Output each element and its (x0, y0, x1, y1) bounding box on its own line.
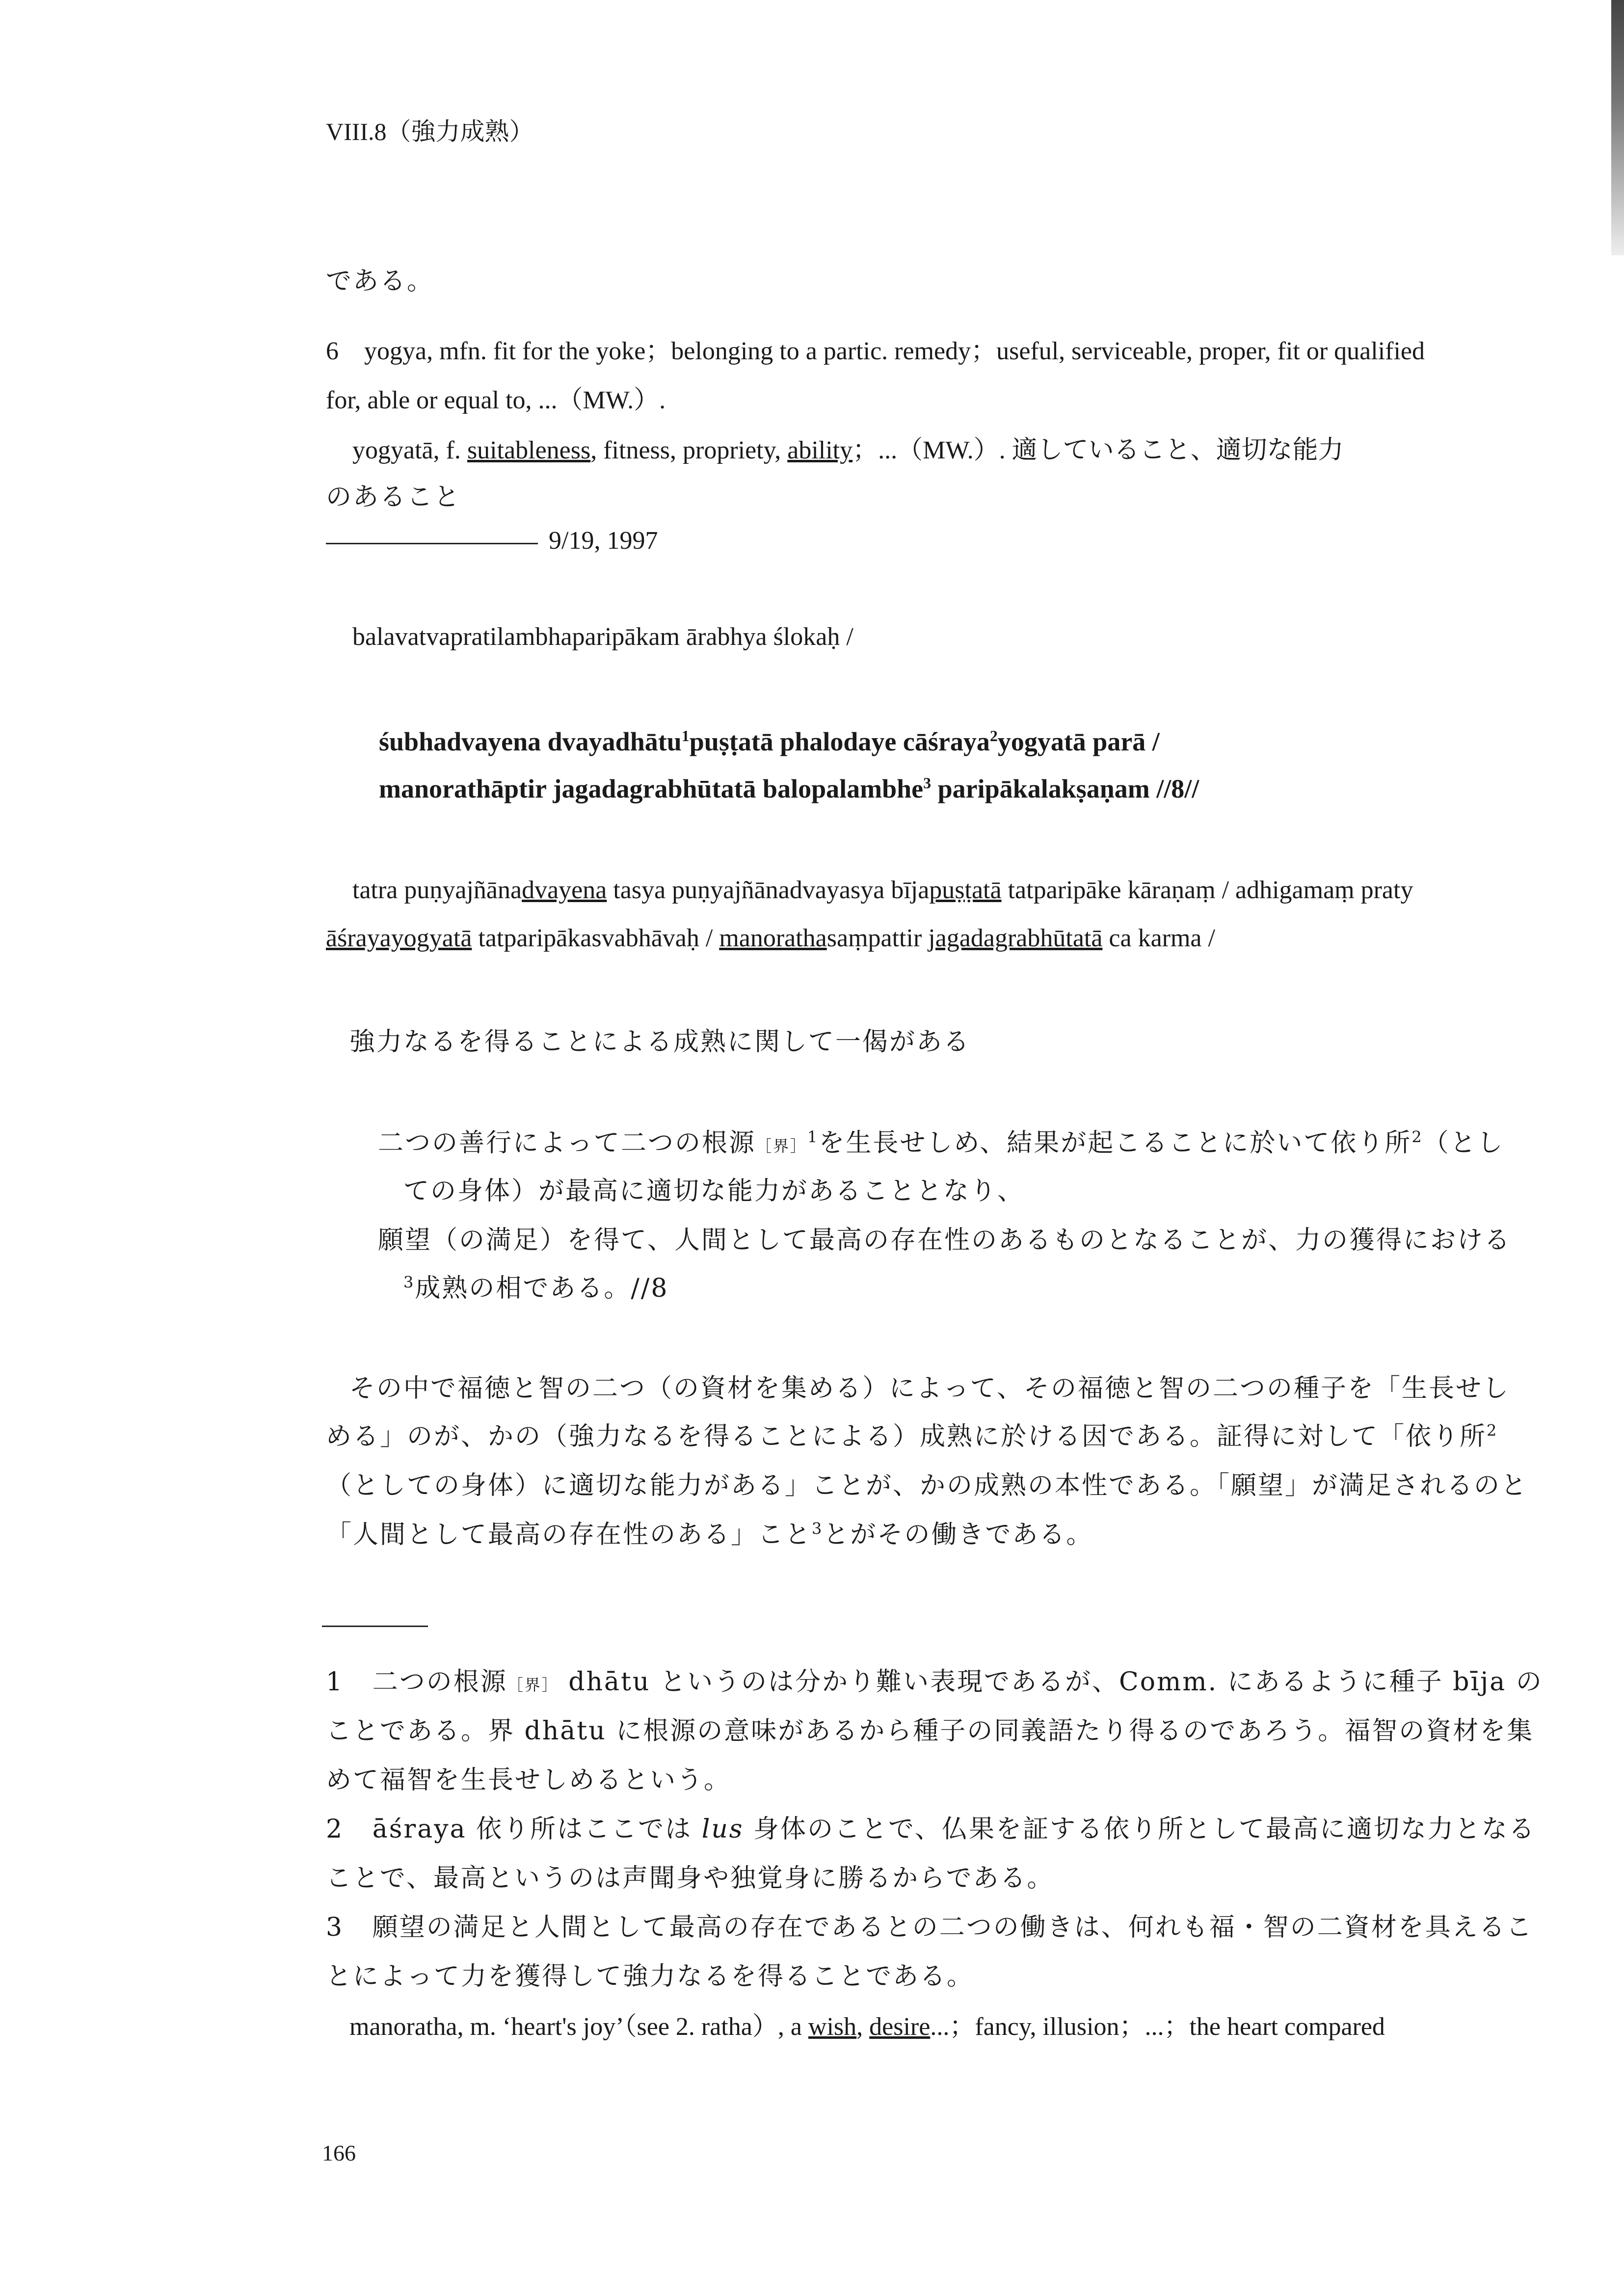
verse-footnote-ref-1: 1 (681, 727, 690, 745)
comm-2-u1: āśrayayogyatā (326, 924, 472, 952)
japanese-verse-line-2: ての身体）が最高に適切な能力があることとなり、 (403, 1176, 1025, 1206)
japanese-commentary-line-1: その中で福徳と智の二つ（の資材を集める）によって、その福徳と智の二つの種子を「生長せし (349, 1374, 1510, 1403)
footnote-3-number: 3 (326, 1913, 344, 1942)
japanese-intro: 強力なるを得ることによる成熟に関して一偈がある (349, 1027, 971, 1057)
scan-edge-shadow (1611, 0, 1624, 255)
yogyata-tail: ；...（MW.）. 適していること、適切な能力 (852, 436, 1344, 464)
jp-comm-2: める」のが、かの（強力なるを得ることによる）成熟に於ける因である。証得に対して「依り所 (326, 1422, 1487, 1451)
date-rule (326, 543, 538, 544)
jp-verse-1-small: ［界］ (756, 1137, 808, 1155)
japanese-commentary-line-4 (326, 1514, 1093, 1550)
comm-1-a: tatra puṇyajñāna (352, 876, 522, 904)
comm-2-c: ca karma / (1102, 924, 1215, 952)
yogyata-line-2: のあること (326, 482, 461, 512)
footnote-2-number: 2 (326, 1815, 344, 1844)
yogyata-suitableness: suitableness (467, 436, 591, 464)
verse-2-b: paripākalakṣaṇam //8// (931, 774, 1199, 803)
jp-verse-ref-2: 2 (1411, 1127, 1423, 1147)
jp-verse-ref-1: 1 (807, 1127, 819, 1147)
japanese-verse-line-3: 願望（の満足）を得て、人間として最高の存在性のあるものとなることが、力の獲得における (378, 1226, 1511, 1255)
mano-c: ...；fancy, illusion；...；the heart compared (930, 2013, 1385, 2041)
footnote-2-line-2: ことで、最高というのは声聞身や独覚身に勝るからである。 (326, 1864, 1054, 1893)
comm-1-b: tasya puṇyajñānadvayasya bīja (607, 876, 930, 904)
jp-verse-ref-3: 3 (403, 1273, 415, 1292)
yogyata-mid: , fitness, propriety, (590, 436, 788, 464)
note-6-label: 6 (326, 337, 339, 365)
fn3-l1: 願望の満足と人間として最高の存在であるとの二つの働きは、何れも福・智の二資材を具えるこ (372, 1913, 1533, 1942)
page-number: 166 (322, 2140, 356, 2165)
comm-2-a: tatparipākasvabhāvaḥ / (472, 924, 719, 952)
japanese-verse-line-4 (403, 1267, 668, 1304)
mano-desire: desire (869, 2013, 931, 2041)
comm-2-u2: manoratha (719, 924, 827, 952)
comm-2-b: saṃpattir (826, 924, 929, 952)
date-stamp: 9/19, 1997 (549, 527, 658, 555)
fn2-b: 身体のことで、仏果を証する依り所として最高に適切な力となる (744, 1815, 1536, 1844)
jp-verse-1-a: 二つの善行によって二つの根源 (378, 1128, 756, 1158)
sanskrit-intro: balavatvapratilambhaparipākam ārabhya ślokaḥ / (352, 623, 853, 651)
yogyata-line-1 (352, 429, 1344, 466)
jp-comm-4-a: 「人間として最高の存在性のある」こと (326, 1520, 812, 1549)
footnote-3-line-1 (326, 1906, 1533, 1943)
verse-footnote-ref-3: 3 (923, 774, 932, 792)
fn2-tibetan: lus (701, 1815, 744, 1844)
jp-comm-ref-3: 3 (812, 1519, 824, 1538)
sanskrit-commentary-line-1 (352, 876, 1413, 905)
note-6-line-2: for, able or equal to, ...（MW.）. (326, 386, 666, 414)
note-continuation: である。 (326, 267, 434, 296)
japanese-verse-line-1 (378, 1122, 1504, 1159)
japanese-commentary-line-2 (326, 1415, 1498, 1452)
comm-2-u3: jagadagrabhūtatā (928, 924, 1103, 952)
manoratha-line (349, 2005, 1385, 2042)
japanese-commentary-line-3: （としての身体）に適切な能力がある」ことが、かの成熟の本性である。「願望」が満足されるのと (326, 1471, 1528, 1500)
jp-comm-4-b: とがその働きである。 (823, 1520, 1093, 1549)
yogyata-lead: yogyatā, f. (352, 436, 467, 464)
footnote-2-line-1 (326, 1808, 1536, 1845)
note-6-text: yogya, mfn. fit for the yoke；belonging to a partic. remedy；useful, serviceable, proper, fit or qualified (364, 337, 1425, 365)
verse-1-b: puṣṭatā phalodaye cāśraya (689, 727, 990, 756)
verse-footnote-ref-2: 2 (989, 727, 998, 745)
comm-1-u1: dvayena (522, 876, 607, 904)
mano-wish: wish (808, 2013, 857, 2041)
footnote-1-line-3: めて福智を生長せしめるという。 (326, 1765, 731, 1795)
jp-comm-ref-2: 2 (1487, 1421, 1498, 1440)
yogyata-ability: ability (787, 436, 853, 464)
sanskrit-commentary-line-2 (326, 924, 1215, 953)
sanskrit-verse-line-1 (379, 726, 1160, 757)
comm-1-u2: puṣṭatā (929, 876, 1002, 904)
verse-1-a: śubhadvayena dvayadhātu (379, 727, 682, 756)
fn1-b: dhātu というのは分かり難い表現であるが、Comm. にあるように種子 bīja の (559, 1667, 1543, 1697)
verse-2-a: manorathāptir jagadagrabhūtatā balopalambhe (379, 774, 924, 803)
footnote-3-line-2: とによって力を獲得して強力なるを得ることである。 (326, 1962, 974, 1991)
footnote-1-line-2: ことである。界 dhātu に根源の意味があるから種子の同義語たり得るのであろう。福智の資材を集 (326, 1716, 1534, 1746)
fn2-a: āśraya 依り所はここでは (372, 1815, 702, 1844)
verse-1-c: yogyatā parā / (997, 727, 1160, 756)
footnote-1-number: 1 (326, 1667, 344, 1697)
jp-verse-1-b: を生長せしめ、結果が起こることに於いて依り所 (819, 1128, 1412, 1158)
fn1-a: 二つの根源 (372, 1667, 507, 1697)
section-header: VIII.8（強力成熟） (326, 118, 534, 145)
footnote-1-line-1 (326, 1661, 1543, 1698)
sanskrit-verse-line-2 (379, 774, 1199, 804)
note-6-line-1 (326, 330, 1425, 367)
jp-verse-1-c: （とし (1423, 1128, 1504, 1158)
mano-a: manoratha, m. ‘heart's joy’（see 2. ratha）, a (349, 2013, 808, 2041)
footnote-separator (322, 1626, 428, 1627)
fn1-small: ［界］ (507, 1676, 559, 1694)
mano-b: , (856, 2013, 870, 2041)
comm-1-c: tatparipāke kāraṇaṃ / adhigamaṃ praty (1001, 876, 1413, 904)
jp-verse-4: 成熟の相である。//8 (415, 1274, 669, 1303)
